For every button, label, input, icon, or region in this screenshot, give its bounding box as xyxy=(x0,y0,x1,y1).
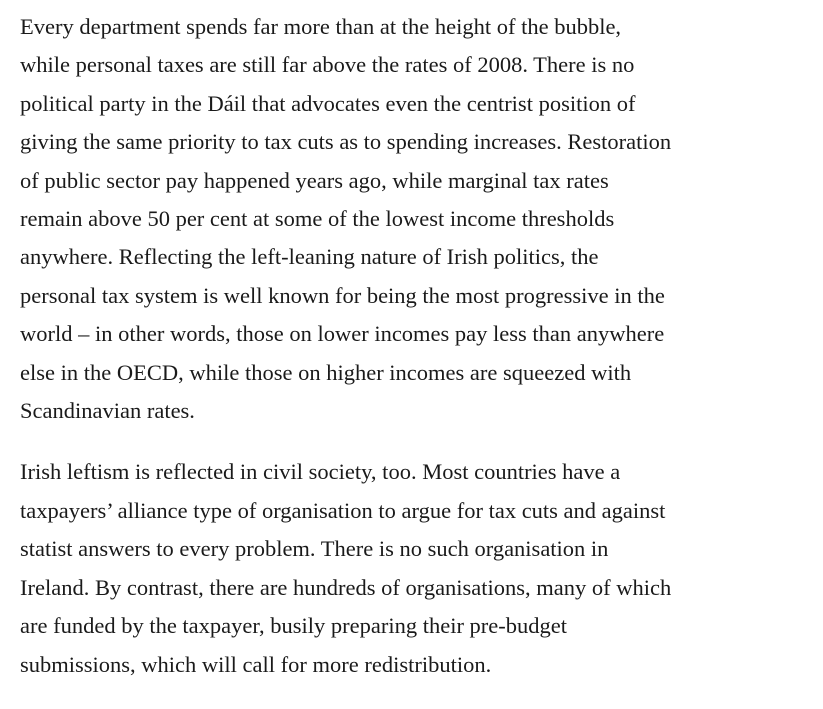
text-line: Irish leftism is reflected in civil society, too. Most countries have a xyxy=(20,459,621,485)
text-line: world – in other words, those on lower incomes pay less than anywhere xyxy=(20,321,665,347)
text-line: else in the OECD, while those on higher incomes are squeezed with xyxy=(20,359,632,385)
text-line: submissions, which will call for more redistribution. xyxy=(20,651,492,677)
paragraph-2 xyxy=(20,453,805,683)
paragraph-1 xyxy=(20,8,805,430)
text-line: political party in the Dáil that advocates even the centrist position of xyxy=(20,90,636,116)
text-line: taxpayers’ alliance type of organisation to argue for tax cuts and against xyxy=(20,497,666,523)
text-line: giving the same priority to tax cuts as to spending increases. Restoration xyxy=(20,129,672,155)
text-line: anywhere. Reflecting the left-leaning nature of Irish politics, the xyxy=(20,244,599,270)
text-line: Every department spends far more than at the height of the bubble, xyxy=(20,14,622,39)
text-line: are funded by the taxpayer, busily preparing their pre-budget xyxy=(20,613,568,639)
text-line: remain above 50 per cent at some of the lowest income thresholds xyxy=(20,206,615,232)
text-line: personal tax system is well known for being the most progressive in the xyxy=(20,282,665,308)
text-line: statist answers to every problem. There is no such organisation in xyxy=(20,536,609,562)
text-line: Ireland. By contrast, there are hundreds of organisations, many of which xyxy=(20,574,672,600)
text-line: while personal taxes are still far above the rates of 2008. There is no xyxy=(20,52,635,78)
text-line: Scandinavian rates. xyxy=(20,398,195,424)
text-line: of public sector pay happened years ago, while marginal tax rates xyxy=(20,167,609,193)
